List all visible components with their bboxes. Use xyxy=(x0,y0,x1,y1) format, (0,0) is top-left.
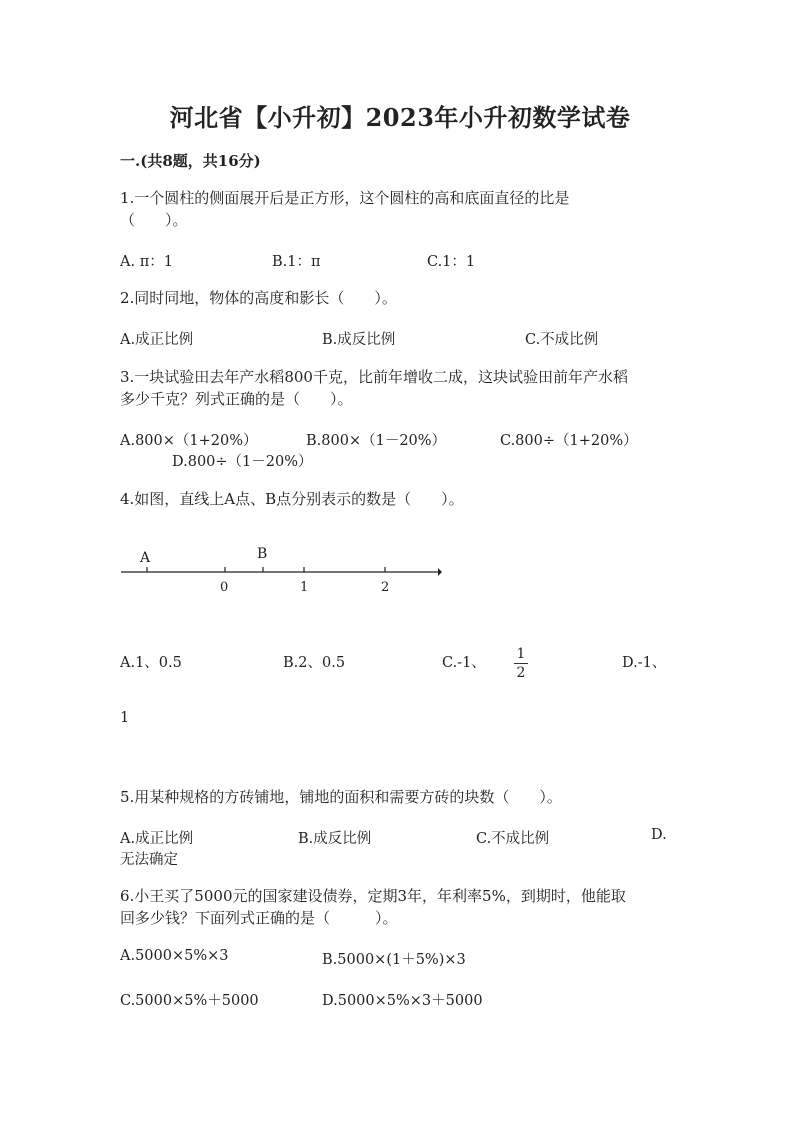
point-a-label: A xyxy=(140,550,151,566)
question-1-line-2: （ ）。 xyxy=(120,211,188,229)
question-1-line-1: 1.一个圆柱的侧面展开后是正方形，这个圆柱的高和底面直径的比是 xyxy=(120,189,570,207)
question-2-option-a: A.成正比例 xyxy=(120,332,194,348)
question-2-text: 2.同时同地，物体的高度和影长（ ）。 xyxy=(120,289,397,307)
question-6-line-2: 回多少钱？下面列式正确的是（ ）。 xyxy=(120,909,398,927)
question-4-option-d: D.-1、 xyxy=(622,655,667,671)
tick-label-0: 0 xyxy=(220,580,229,594)
question-4-option-a: A.1、0.5 xyxy=(120,655,182,671)
question-4-option-b: B.2、0.5 xyxy=(283,655,346,671)
question-6-option-a: A.5000×5%×3 xyxy=(120,948,229,964)
question-1-option-a: A. π：1 xyxy=(120,254,173,270)
question-3-option-a: A.800×（1+20%） xyxy=(120,433,258,449)
question-3-line-1: 3.一块试验田去年产水稻800千克，比前年增收二成，这块试验田前年产水稻 xyxy=(120,368,628,386)
question-6-option-d: D.5000×5%×3＋5000 xyxy=(322,993,483,1009)
question-5-option-b: B.成反比例 xyxy=(298,831,372,847)
question-6-option-b: B.5000×(1＋5%)×3 xyxy=(322,952,466,968)
point-b-label: B xyxy=(257,546,268,562)
section-header: 一.(共8题，共16分) xyxy=(120,152,261,170)
question-3-option-d: D.800÷（1－20%） xyxy=(172,454,313,470)
option-c-fraction xyxy=(512,646,530,681)
tick-label-1: 1 xyxy=(300,580,309,594)
question-5-option-d: D. xyxy=(651,827,667,843)
question-6-option-c: C.5000×5%＋5000 xyxy=(120,993,259,1009)
question-2-option-c: C.不成比例 xyxy=(525,332,599,348)
question-5-option-c: C.不成比例 xyxy=(476,831,550,847)
fraction-numerator: 1 xyxy=(516,646,526,662)
question-6-line-1: 6.小王买了5000元的国家建设债券，定期3年，年利率5%，到期时，他能取 xyxy=(120,887,626,905)
number-line-arrow xyxy=(438,568,442,576)
fraction-bar xyxy=(514,663,528,664)
question-5-option-a: A.成正比例 xyxy=(120,831,194,847)
question-2-option-b: B.成反比例 xyxy=(322,332,396,348)
exam-title: 河北省【小升初】2023年小升初数学试卷 xyxy=(169,103,631,132)
question-3-option-c: C.800÷（1+20%） xyxy=(500,433,638,449)
tick-label-2: 2 xyxy=(381,580,390,594)
question-5-option-d-wrap: 无法确定 xyxy=(120,852,178,868)
question-4-option-d-wrap: 1 xyxy=(120,710,130,726)
question-1-option-c: C.1：1 xyxy=(427,254,476,270)
question-1-option-b: B.1：π xyxy=(272,254,321,270)
question-4-text: 4.如图，直线上A点、B点分别表示的数是（ ）。 xyxy=(120,490,464,508)
question-4-option-c: C.-1、 xyxy=(442,655,486,671)
fraction-denominator: 2 xyxy=(516,665,526,681)
question-3-option-b: B.800×（1－20%） xyxy=(306,433,447,449)
question-3-line-2: 多少千克？列式正确的是（ ）。 xyxy=(120,390,353,408)
question-5-text: 5.用某种规格的方砖铺地，铺地的面积和需要方砖的块数（ ）。 xyxy=(120,788,562,806)
number-line-figure xyxy=(120,540,442,594)
